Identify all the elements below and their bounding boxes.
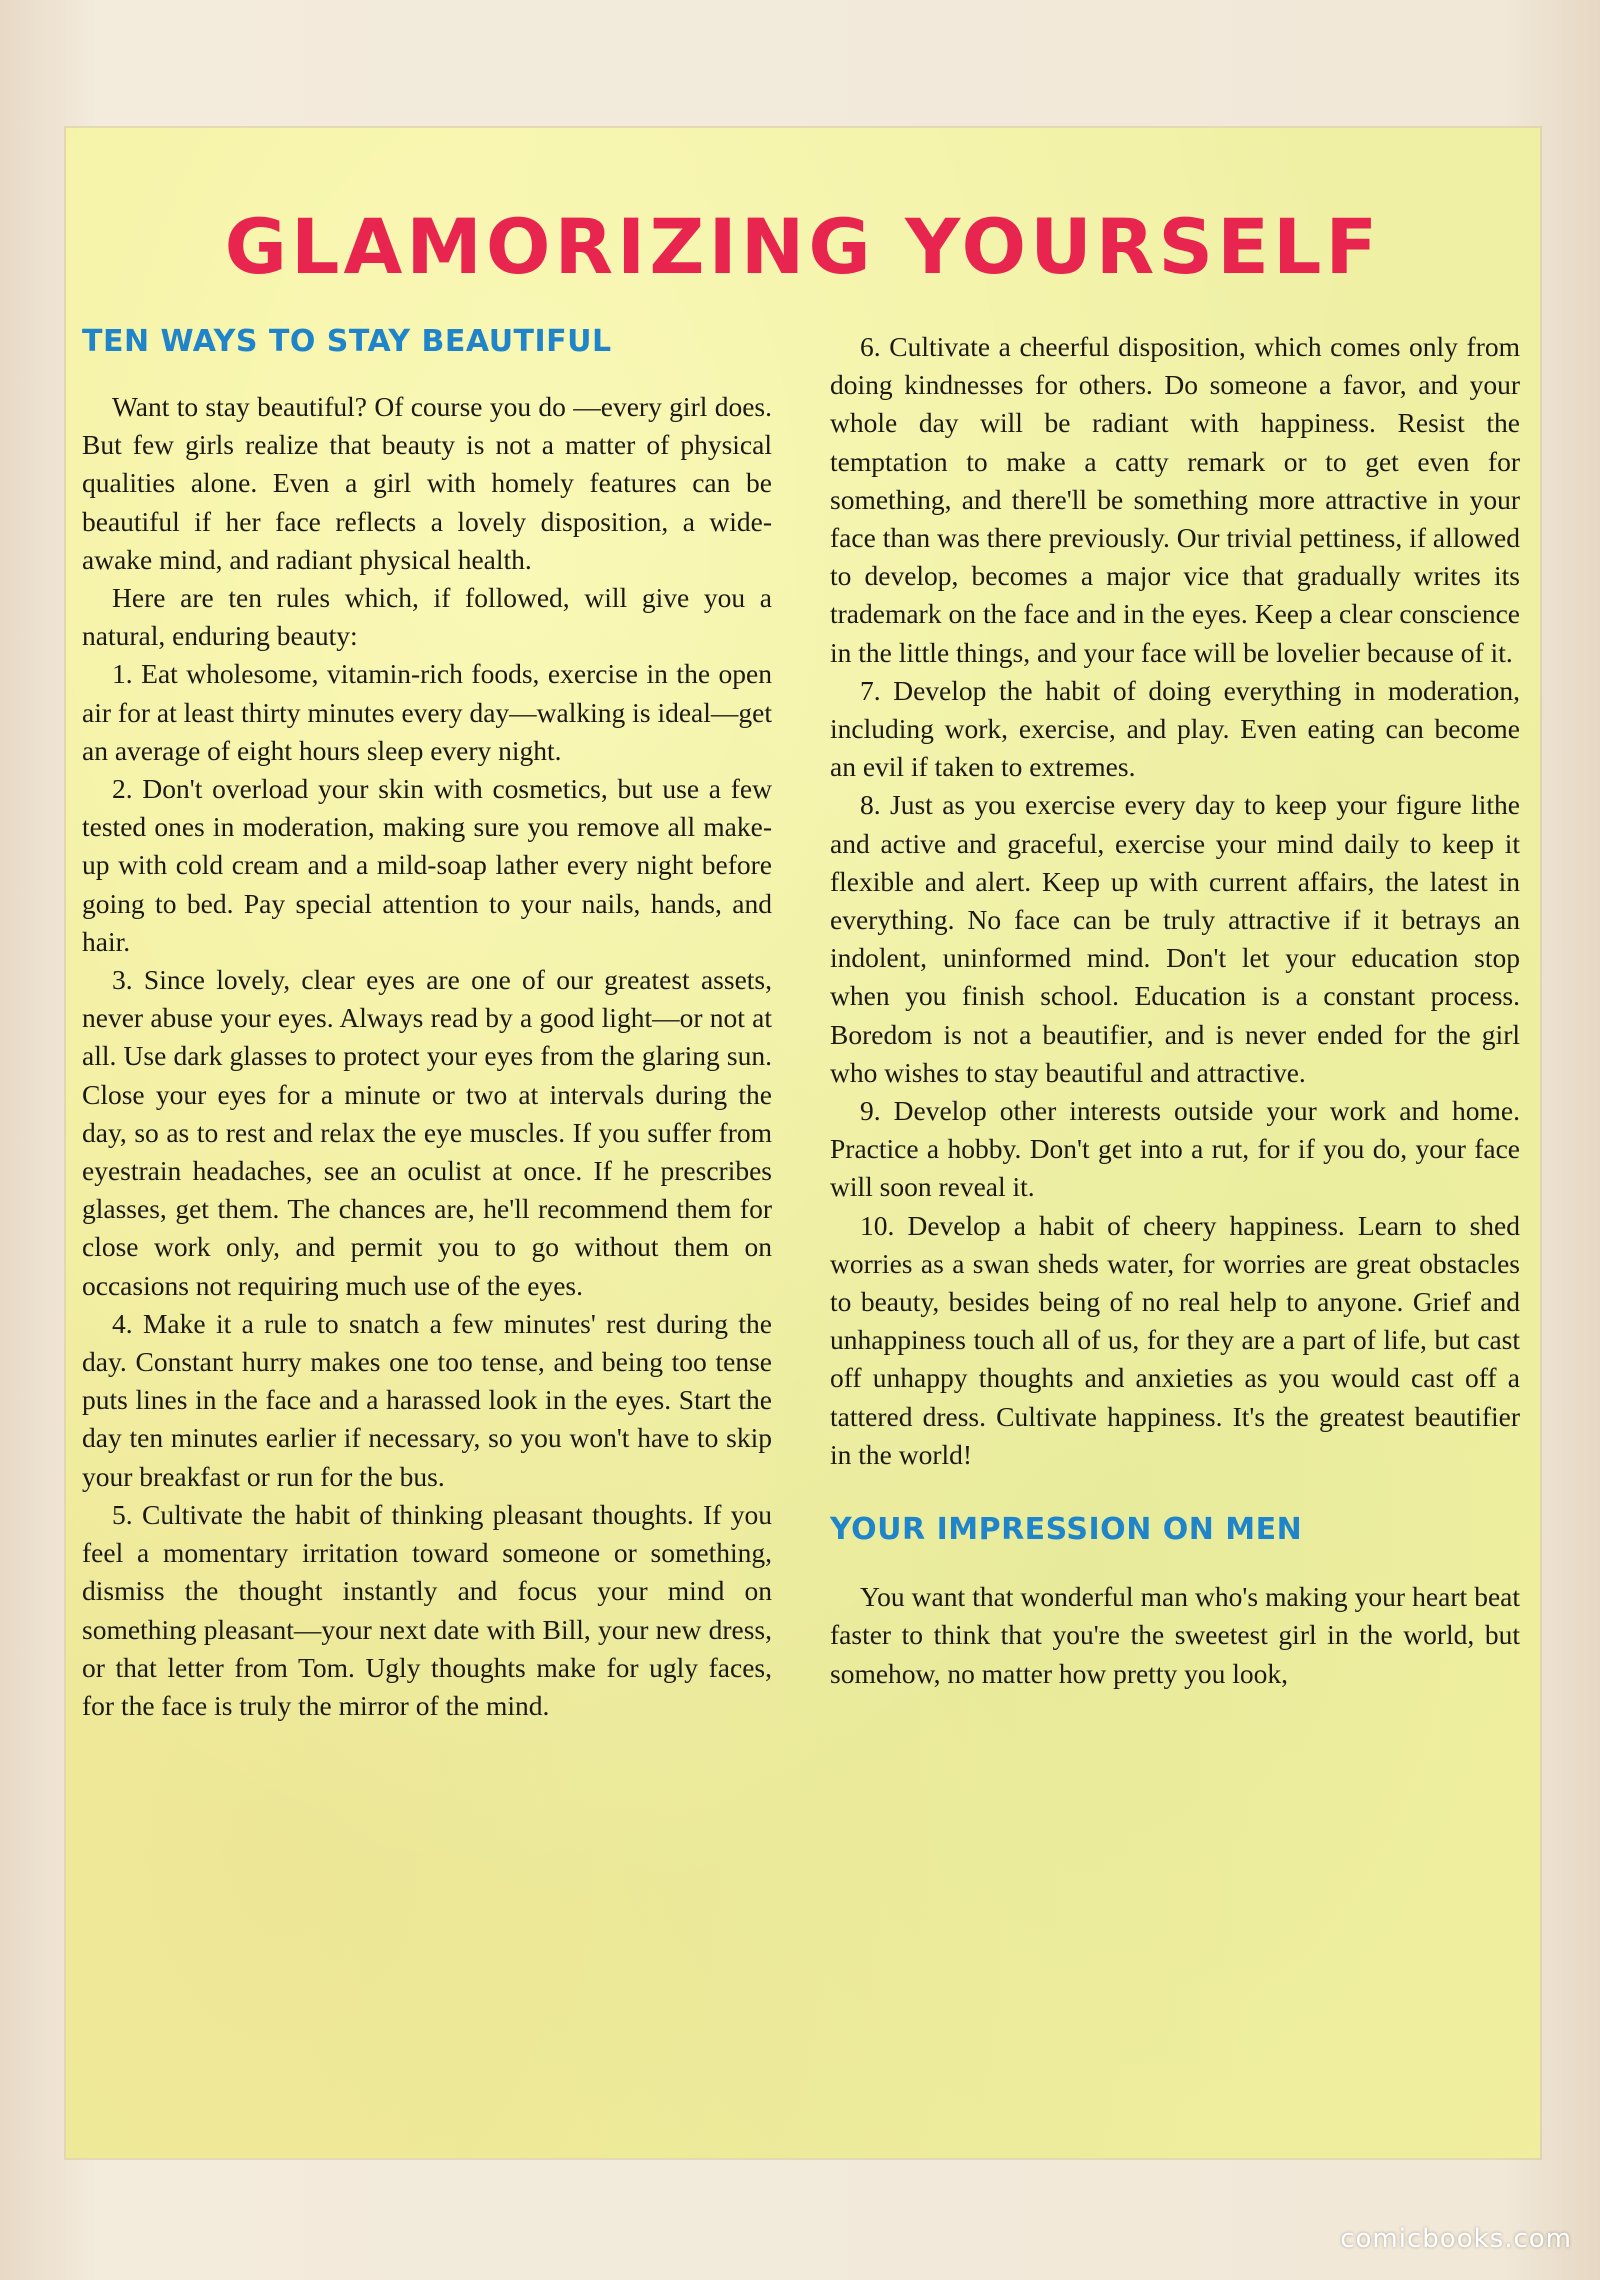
rule-7-paragraph: 7. Develop the habit of doing everything in moderation, including work, exercise, and play. Even eating can become an evil if taken to extremes.: [830, 674, 1520, 783]
page-headline: GLAMORIZING YOURSELF: [224, 201, 1382, 291]
rule-8-paragraph: 8. Just as you exercise every day to keep your figure lithe and active and graceful, exercise your mind daily to keep it flexible and alert. Keep up with current affairs, the latest in everything. No face can be truly attractive if it betrays an indolent, uninformed mind. Don't let your education stop when you finish school. Education is a constant process. Boredom is not a beautifier, and is never ended for the girl who wishes to stay beautiful and attractive.: [830, 789, 1520, 1088]
rule-9-paragraph: 9. Develop other interests outside your work and home. Practice a hobby. Don't get into a rut, for if you do, your face will soon reveal it.: [830, 1095, 1520, 1203]
rule-1-paragraph: 1. Eat wholesome, vitamin-rich foods, exercise in the open air for at least thirty minutes every day—walking is ideal—get an average of eight hours sleep every night.: [82, 658, 772, 766]
section-title-impression-on-men: YOUR IMPRESSION ON MEN: [830, 1512, 1303, 1548]
rule-5-paragraph: 5. Cultivate the habit of thinking pleasant thoughts. If you feel a momentary irritation toward someone or something, dismiss the thought instantly and focus your mind on something pleasant—your next date with Bill, your new dress, or that letter from Tom. Ugly thoughts make for ugly faces, for the face is truly the mirror of the mind.: [82, 1498, 772, 1721]
intro-paragraph: Want to stay beautiful? Of course you do —every girl does. But few girls realize that beauty is not a matter of physical qualities alone. Even a girl with homely features can be beautiful if her face reflects a lovely disposition, a wide-awake mind, and radiant physical health.: [82, 391, 772, 575]
left-column: [82, 322, 772, 1725]
rule-4-paragraph: 4. Make it a rule to snatch a few minutes' rest during the day. Constant hurry makes one too tense, and being too tense puts lines in the face and a harassed look in the eyes. Start the day ten minutes earlier if necessary, so you won't have to skip your breakfast or run for the bus.: [82, 1307, 772, 1492]
site-watermark: comicbooks.com: [1340, 2224, 1572, 2254]
impression-paragraph: You want that wonderful man who's making your heart beat faster to think that you're the sweetest girl in the world, but somehow, no matter how pretty you look,: [830, 1581, 1520, 1689]
rules-intro-paragraph: Here are ten rules which, if followed, will give you a natural, enduring beauty:: [82, 582, 772, 652]
right-column: [830, 328, 1520, 1693]
rule-10-paragraph: 10. Develop a habit of cheery happiness. Learn to shed worries as a swan sheds water, for worries are great obstacles to beauty, besides being of no real help to anyone. Grief and unhappiness touch all of us, for they are a part of life, but cast off unhappy thoughts and anxieties as you would cast off a tattered dress. Cultivate happiness. It's the greatest beautifier in the world!: [830, 1209, 1520, 1470]
rule-6-paragraph: 6. Cultivate a cheerful disposition, which comes only from doing kindnesses for others. Do someone a favor, and your whole day will be radiant with happiness. Resist the temptation to make a catty remark or to get even for something, and there'll be something more attractive in your face than was there previously. Our trivial pettiness, if allowed to develop, becomes a major vice that gradually writes its trademark on the face and in the eyes. Keep a clear conscience in the little things, and your face will be lovelier because of it.: [830, 331, 1520, 668]
rule-3-paragraph: 3. Since lovely, clear eyes are one of our greatest assets, never abuse your eyes. Always read by a good light—or not at all. Use dark glasses to protect your eyes from the glaring sun. Close your eyes for a minute or two at intervals during the day, so as to rest and relax the eye muscles. If you suffer from eyestrain headaches, see an oculist at once. If he prescribes glasses, get them. The chances are, he'll recommend them for close work only, and permit you to go without them on occasions not requiring much use of the eyes.: [82, 964, 772, 1301]
rule-2-paragraph: 2. Don't overload your skin with cosmetics, but use a few tested ones in moderation, making sure you remove all make-up with cold cream and a mild-soap lather every night before going to bed. Pay special attention to your nails, hands, and hair.: [82, 773, 772, 957]
section-title-ten-ways: TEN WAYS TO STAY BEAUTIFUL: [82, 324, 612, 359]
